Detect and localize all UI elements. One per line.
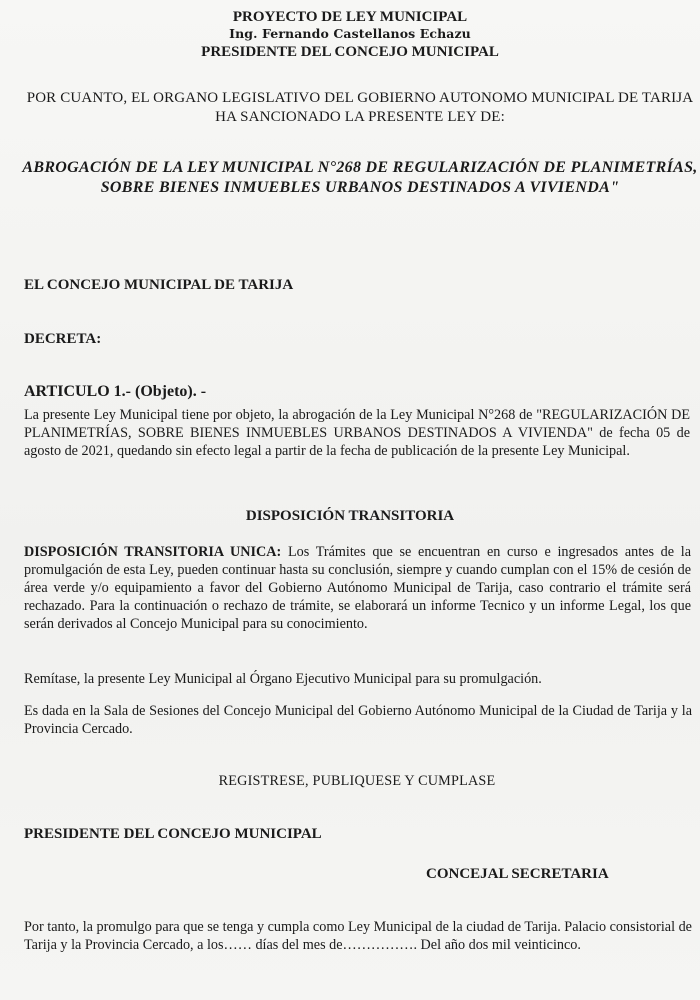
registrese-line: REGISTRESE, PUBLIQUESE Y CUMPLASE [218,773,496,789]
transitory-heading: DISPOSICIÓN TRANSITORIA [245,508,455,524]
remitase-text: Remítase, la presente Ley Municipal al Órgano Ejecutivo Municipal para su promulgación. [24,671,542,687]
es-dada-text: Es dada en la Sala de Sesiones del Concejo Municipal del Gobierno Autónomo Municipal de la Ciudad de Tarija y la Provincia Cercado. [24,703,692,737]
header-project-title: PROYECTO DE LEY MUNICIPAL [232,9,468,25]
header-president-title: PRESIDENTE DEL CONCEJO MUNICIPAL [201,44,499,60]
preamble-text: POR CUANTO, EL ORGANO LEGISLATIVO DEL GOBIERNO AUTONOMO MUNICIPAL DE TARIJA HA SANCIONADO LA PRESENTE LEY DE: [26,90,694,125]
decreta-heading: DECRETA: [24,331,102,347]
transitory-paragraph [24,543,691,633]
law-title: ABROGACIÓN DE LA LEY MUNICIPAL N°268 DE REGULARIZACIÓN DE PLANIMETRÍAS, SOBRE BIENES INMUEBLES URBANOS DESTINADOS A VIVIENDA" [22,159,698,196]
promulgation-text: Por tanto, la promulgo para que se tenga y cumpla como Ley Municipal de la ciudad de Tarija. Palacio consistorial de Tarija y la Provincia Cercado, a los…… días del mes de……………. Del año dos mil veinticinco. [24,919,692,953]
article-1-heading: ARTICULO 1.- (Objeto). - [24,383,207,400]
transitory-text: Los Trámites que se encuentran en curso e ingresados antes de la promulgación de esta Ley, pueden continuar hasta su conclusión, siempre y cuando cumplan con el 15% de cesión de área verde y/o equipamiento a favor del Gobierno Autónomo Municipal de Tarija, caso contrario el trámite será rechazado. Para la continuación o rechazo de trámite, se elaborará un informe Tecnico y un informe Legal, los que serán derivados al Concejo Municipal para su conocimiento. [24,544,691,632]
transitory-label: DISPOSICIÓN TRANSITORIA UNICA: [24,544,282,560]
secretary-signature-label: CONCEJAL SECRETARIA [426,866,609,882]
header-author-name: Ing. Fernando Castellanos Echazu [229,26,471,41]
article-1-text: La presente Ley Municipal tiene por objeto, la abrogación de la Ley Municipal N°268 de "REGULARIZACIÓN DE PLANIMETRÍAS, SOBRE BIENES INMUEBLES URBANOS DESTINADOS A VIVIENDA" de fecha 05 de agosto de 2021, quedando sin efecto legal a partir de la fecha de publicación de la presente Ley Municipal. [24,407,690,459]
council-heading: EL CONCEJO MUNICIPAL DE TARIJA [24,277,294,293]
president-signature-label: PRESIDENTE DEL CONCEJO MUNICIPAL [24,826,322,842]
